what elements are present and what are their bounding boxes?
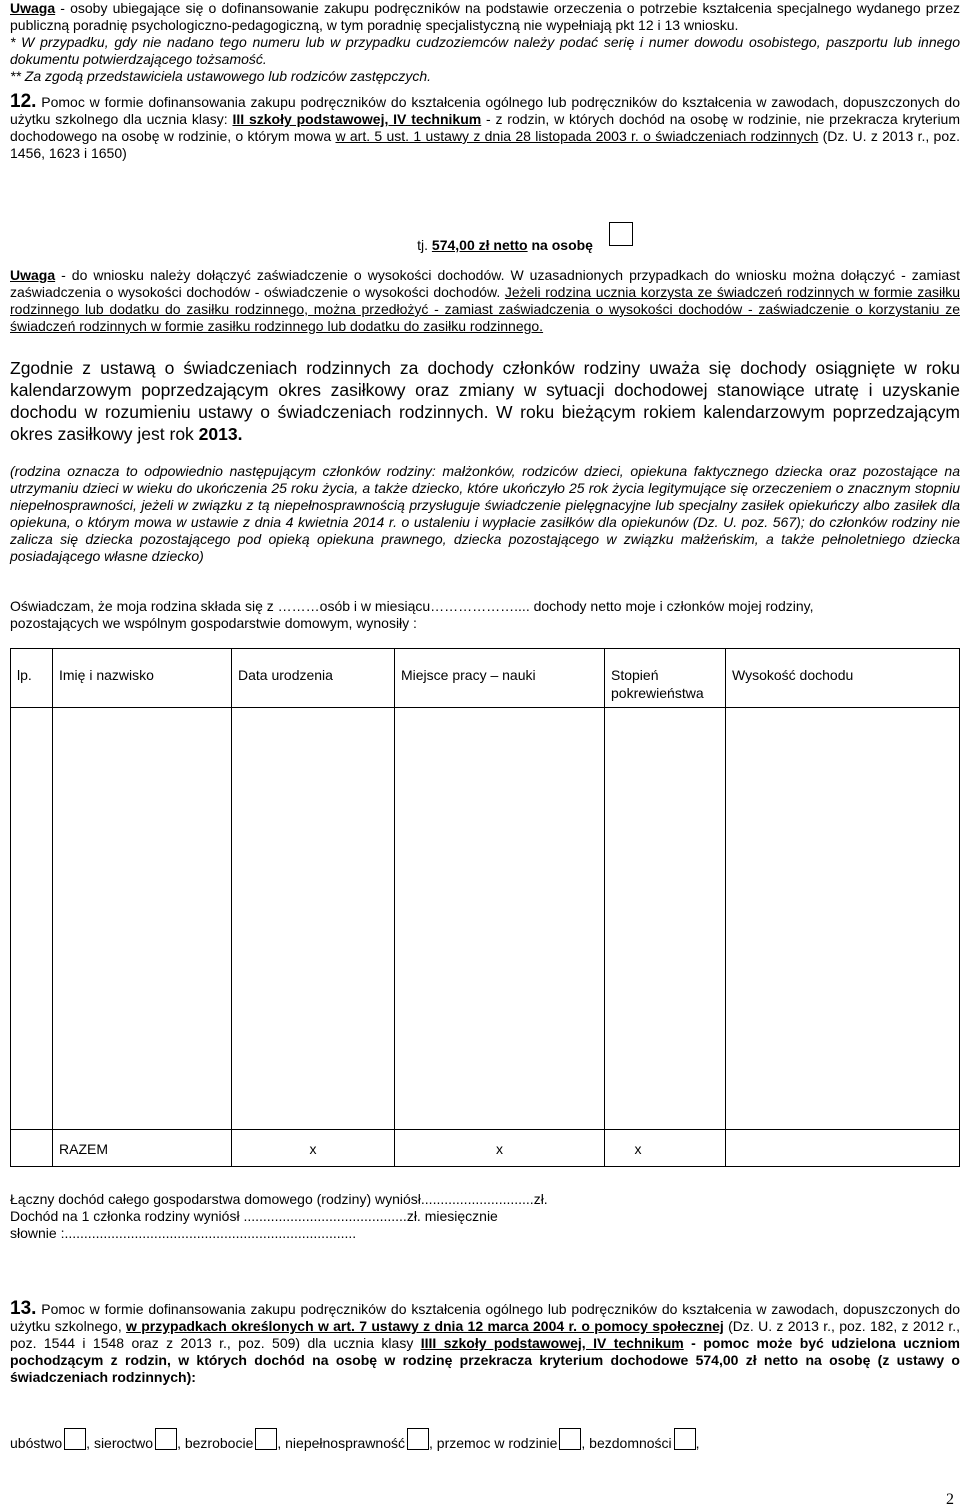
section-12-law-ref: w art. 5 ust. 1 ustawy z dnia 28 listopada 2003 r. o świadczeniach rodzinnych bbox=[335, 128, 819, 144]
col-birth-date: Data urodzenia bbox=[232, 649, 395, 708]
cell-lp[interactable] bbox=[11, 708, 53, 1130]
option-orphanhood-checkbox[interactable] bbox=[155, 1428, 177, 1450]
option-domestic-violence-checkbox[interactable] bbox=[559, 1428, 581, 1450]
option-poverty-checkbox[interactable] bbox=[64, 1428, 86, 1450]
law-text: Zgodnie z ustawą o świadczeniach rodzinnych za dochody członków rodziny uważa się dochody osiągnięte w roku kalendarzowym poprzedzającym okres zasiłkowy oraz zmiany w sytuacji dochodowej stanowiące utratę i uzyskanie dochodu w rozumieniu ustawy o świadczeniach rodzinnych. W roku bieżącym rokiem kalendarzowym poprzedzającym okres zasiłkowy jest rok bbox=[10, 358, 960, 444]
option-disability-checkbox[interactable] bbox=[407, 1428, 429, 1450]
section-13-criterion: - pomoc może być udzielona uczniom pochodzącym z rodzin, w których dochód na osobę w rodzinę przekracza kryterium dochodowe 574,00 zł netto na osobę (z ustawy o świadczeniach rodzinnych): bbox=[10, 1335, 960, 1385]
sum-x-1: x bbox=[232, 1130, 395, 1167]
section-13-law-ref: w przypadkach określonych w art. 7 ustawy z dnia 12 marca 2004 r. o pomocy społecznej bbox=[126, 1318, 724, 1334]
option-homelessness[interactable]: bezdomności , bbox=[589, 1435, 699, 1451]
uwaga-text: - osoby ubiegające się o dofinansowanie zakupu podręczników na podstawie orzeczenia o potrzebie kształcenia specjalnego wydanego przez publiczną poradnię psychologiczno-pedagogiczną, w tym poradnię specjalistyczną nie wypełniają pkt 12 i 13 wniosku. bbox=[10, 0, 960, 33]
sum-lp bbox=[11, 1130, 53, 1167]
uwaga-label: Uwaga bbox=[10, 0, 56, 16]
option-disability-label: niepełnosprawność bbox=[285, 1435, 405, 1451]
footnote-1: * W przypadku, gdy nie nadano tego numeru lub w przypadku cudzoziemców należy podać serię i numer dowodu osobistego, paszportu lub innego dokumentu potwierdzającego tożsamość. bbox=[10, 34, 960, 67]
cell-relationship[interactable] bbox=[605, 708, 726, 1130]
cell-income[interactable] bbox=[726, 708, 960, 1130]
declaration-line-2: pozostających we wspólnym gospodarstwie domowym, wynosiły : bbox=[10, 615, 417, 631]
amount-value: 574,00 zł netto bbox=[431, 237, 528, 253]
option-domestic-violence-label: przemoc w rodzinie bbox=[436, 1435, 558, 1451]
table-sum-row bbox=[11, 1130, 960, 1167]
option-homelessness-checkbox[interactable] bbox=[674, 1428, 696, 1450]
uwaga2-text: - do wniosku należy dołączyć zaświadczenie o wysokości dochodów. W uzasadnionych przypadkach do wniosku można dołączyć - zamiast zaświadczenia o wysokości dochodów - oświadczenie o wysokości dochodów. bbox=[10, 267, 960, 300]
sum-x-3: x bbox=[605, 1130, 726, 1167]
income-per-member: Dochód na 1 członka rodziny wyniósł ..........................................zł. miesięcznie bbox=[10, 1208, 498, 1224]
section-12-classes: III szkoły podstawowej, IV technikum bbox=[232, 111, 482, 127]
option-orphanhood-label: sieroctwo bbox=[93, 1435, 154, 1451]
section-12-journal: (Dz. U. z 2013 r., poz. 1456, 1623 i 1650) bbox=[10, 128, 960, 161]
sum-income[interactable] bbox=[726, 1130, 960, 1167]
tj-label: tj. bbox=[417, 237, 432, 253]
option-unemployment-label: bezrobocie bbox=[184, 1435, 254, 1451]
uwaga2-label: Uwaga bbox=[10, 267, 56, 283]
option-poverty[interactable]: ubóstwo , bbox=[10, 1435, 94, 1451]
section-13-journal: (Dz. U. z 2013 r., poz. 182, z 2012 r., poz. 1544 i 1548 oraz z 2013 r., poz. 509) dla ucznia klasy bbox=[10, 1318, 960, 1351]
table-header-row bbox=[11, 649, 960, 708]
declaration-line-1: Oświadczam, że moja rodzina składa się z ………osób i w miesiącu……………….... dochody netto moje i członków mojej rodziny, bbox=[10, 598, 814, 614]
table-body-row[interactable] bbox=[11, 708, 960, 1130]
option-domestic-violence[interactable]: przemoc w rodzinie , bbox=[437, 1435, 589, 1451]
totals bbox=[10, 1191, 960, 1242]
col-name: Imię i nazwisko bbox=[53, 649, 232, 708]
footnote-2: ** Za zgodą przedstawiciela ustawowego lub rodziców zastępczych. bbox=[10, 68, 431, 84]
page-number: 2 bbox=[946, 1491, 954, 1508]
option-homelessness-label: bezdomności bbox=[589, 1435, 672, 1451]
sum-x-2: x bbox=[395, 1130, 605, 1167]
law-paragraph bbox=[10, 357, 960, 445]
option-disability[interactable]: niepełnosprawność , bbox=[285, 1435, 437, 1451]
section-12 bbox=[10, 93, 960, 162]
section-12-number: 12. bbox=[10, 91, 37, 112]
cell-workplace[interactable] bbox=[395, 708, 605, 1130]
cell-birth-date[interactable] bbox=[232, 708, 395, 1130]
section-12-intro: Pomoc w formie dofinansowania zakupu podręczników do kształcenia ogólnego lub podręczników do kształcenia w zawodach, dopuszczonych do użytku szkolnego dla ucznia klasy: bbox=[10, 94, 960, 127]
col-lp: lp. bbox=[11, 649, 53, 708]
section-13-intro: Pomoc w formie dofinansowania zakupu podręczników do kształcenia ogólnego lub podręczników do kształcenia w zawodach, dopuszczonych do użytku szkolnego, bbox=[10, 1301, 960, 1334]
income-in-words: słownie :........................................................................... bbox=[10, 1225, 357, 1241]
family-definition: (rodzina oznacza to odpowiednio następującym członków rodziny: małżonków, rodziców dzieci, opiekuna faktycznego dziecka oraz pozostające na utrzymaniu dzieci w wieku do ukończenia 25 roku życia, a także dziecko, które ukończyło 25 rok życia legitymujące się orzeczeniem o znacznym stopniu niepełnosprawności, jeżeli w związku z tą niepełnosprawnością przysługuje świadczenie pielęgnacyjne lub specjalny zasiłek opiekuńczy albo zasiłek dla opiekuna, o którym mowa w ustawie z dnia 4 kwietnia 2014 r. o ustaleniu i wypłacie zasiłków dla opiekunów (Dz. U. poz. 567); do członków rodziny nie zalicza się dziecka pozostającego pod opieką opiekuna prawnego, dziecka pozostającego w związku małżeńskim, a także pełnoletniego dziecka posiadającego własne dziecko) bbox=[10, 463, 960, 564]
col-workplace: Miejsce pracy – nauki bbox=[395, 649, 605, 708]
section-12-checkbox[interactable] bbox=[609, 222, 633, 246]
per-person-label: na osobę bbox=[527, 237, 593, 253]
cell-name[interactable] bbox=[53, 708, 232, 1130]
uwaga2-family-benefits: Jeżeli rodzina ucznia korzysta ze świadczeń rodzinnych w formie zasiłku rodzinnego lub dodatku do zasiłku rodzinnego, można przedłożyć - zamiast zaświadczenia o wysokości dochodów - zaświadczenie o korzystaniu ze świadczeń rodzinnych w formie zasiłku rodzinnego lub dodatku do zasiłku rodzinnego. bbox=[10, 284, 960, 334]
option-poverty-label: ubóstwo bbox=[10, 1435, 63, 1451]
sum-label: RAZEM bbox=[53, 1130, 232, 1167]
section-12-amount-row bbox=[10, 222, 960, 254]
option-unemployment[interactable]: bezrobocie , bbox=[185, 1435, 285, 1451]
declaration bbox=[10, 598, 960, 632]
section-12-criterion: - z rodzin, w których dochód na osobę w rodzinie, nie przekracza kryterium dochodowego na osobę w rodzinie, o którym mowa bbox=[10, 111, 960, 144]
section-13-classes: IIII szkoły podstawowej, IV technikum bbox=[420, 1335, 684, 1351]
section-13-options bbox=[10, 1428, 960, 1452]
total-household-income: Łączny dochód całego gospodarstwa domowego (rodziny) wyniósł.............................zł. bbox=[10, 1191, 548, 1207]
section-13-number: 13. bbox=[10, 1298, 37, 1319]
col-income: Wysokość dochodu bbox=[726, 649, 960, 708]
option-unemployment-checkbox[interactable] bbox=[255, 1428, 277, 1450]
col-relationship: Stopień pokrewieństwa bbox=[605, 649, 726, 708]
income-note bbox=[10, 267, 960, 335]
income-table bbox=[10, 648, 960, 1167]
section-13 bbox=[10, 1300, 960, 1386]
option-orphanhood[interactable]: sieroctwo , bbox=[94, 1435, 185, 1451]
law-year: 2013. bbox=[198, 424, 243, 444]
top-notes bbox=[10, 0, 960, 85]
